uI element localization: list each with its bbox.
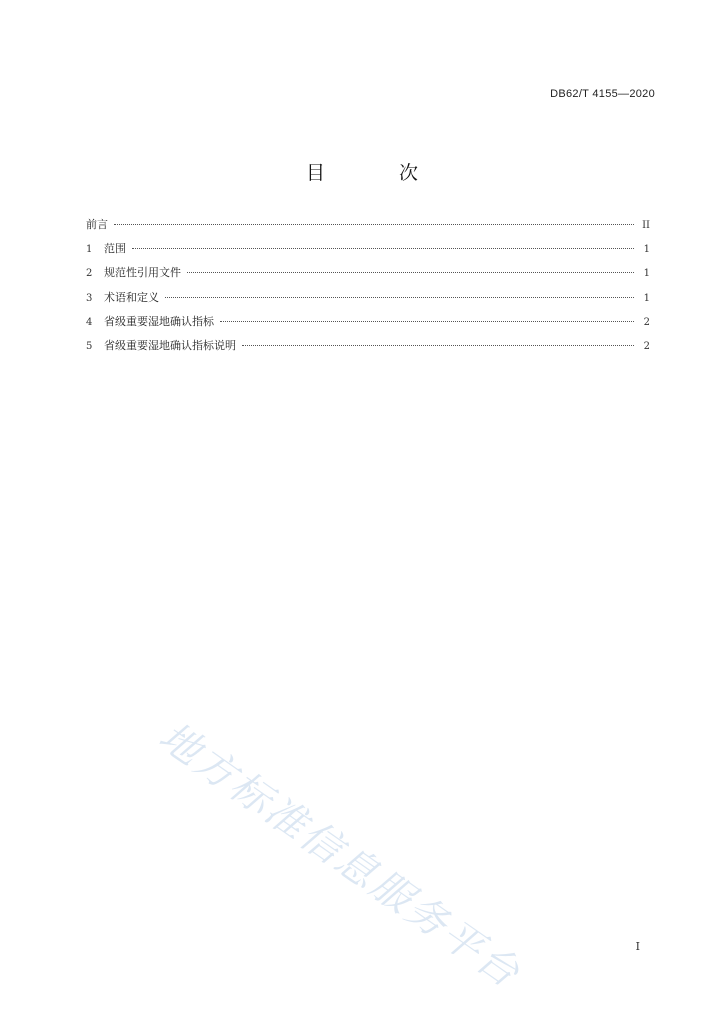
toc-entry-label: 术语和定义	[104, 290, 159, 304]
table-of-contents	[86, 218, 650, 363]
toc-entry-number: 4	[86, 316, 93, 328]
watermark: 地方标准信息服务平台	[150, 713, 530, 998]
toc-entry-label: 范围	[104, 242, 126, 256]
page-title: 目 次	[305, 162, 453, 184]
toc-entry-page: 1	[643, 244, 650, 256]
toc-entry[interactable]	[86, 315, 650, 339]
toc-entry-number: 3	[86, 292, 93, 304]
toc-entry[interactable]	[86, 339, 650, 363]
toc-entry-number: 5	[86, 340, 93, 352]
toc-dot-leader	[165, 297, 634, 298]
toc-dot-leader	[220, 321, 634, 322]
toc-entry-number: 1	[86, 244, 93, 256]
toc-entry[interactable]	[86, 291, 650, 315]
toc-entry[interactable]	[86, 218, 650, 242]
toc-entry-page: 2	[643, 340, 650, 352]
page-number: I	[635, 940, 640, 953]
toc-entry-label: 前言	[86, 218, 108, 231]
toc-entry-page: II	[642, 220, 650, 231]
toc-entry[interactable]	[86, 242, 650, 266]
toc-dot-leader	[132, 248, 634, 249]
toc-entry-label: 规范性引用文件	[104, 266, 181, 280]
toc-entry[interactable]	[86, 266, 650, 290]
toc-dot-leader	[242, 345, 634, 346]
toc-entry-page: 1	[643, 268, 650, 280]
toc-entry-page: 2	[643, 316, 650, 328]
toc-dot-leader	[114, 224, 634, 225]
toc-entry-number: 2	[86, 268, 93, 280]
toc-entry-label: 省级重要湿地确认指标	[104, 314, 214, 328]
toc-dot-leader	[187, 272, 634, 273]
standard-code: DB62/T 4155—2020	[550, 88, 655, 100]
toc-entry-page: 1	[643, 292, 650, 304]
toc-entry-label: 省级重要湿地确认指标说明	[104, 338, 236, 352]
